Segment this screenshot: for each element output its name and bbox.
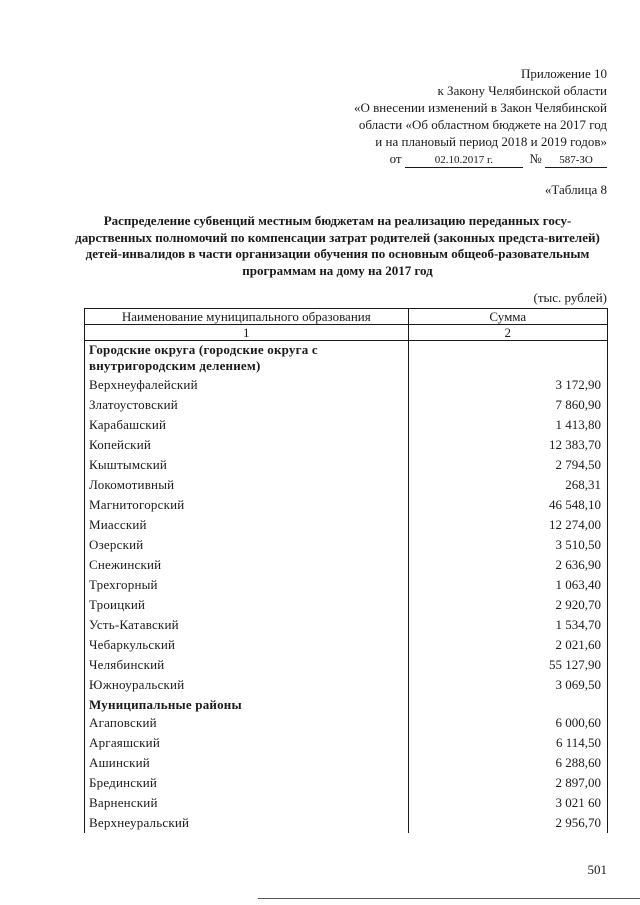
municipality-name: Ашинский	[85, 753, 409, 773]
amount: 6 000,60	[408, 713, 607, 733]
table-row	[85, 575, 608, 595]
law-date-number	[354, 150, 607, 168]
municipality-name: Брединский	[85, 773, 409, 793]
amount: 1 063,40	[408, 575, 607, 595]
table-row	[85, 773, 608, 793]
municipality-name: Агаповский	[85, 713, 409, 733]
law-date: 02.10.2017 г.	[405, 153, 523, 168]
table-row	[85, 435, 608, 455]
amount: 12 274,00	[408, 515, 607, 535]
table-row	[85, 635, 608, 655]
table-row	[85, 655, 608, 675]
appendix-line: Приложение 10	[520, 66, 607, 81]
table-row	[85, 713, 608, 733]
table-row	[85, 415, 608, 435]
group-title: Городские округа (городские округа с внутригородским делением)	[85, 341, 409, 376]
amount: 2 794,50	[408, 455, 607, 475]
amount: 268,31	[408, 475, 607, 495]
amount: 1 534,70	[408, 615, 607, 635]
table-row	[85, 555, 608, 575]
amount: 3 069,50	[408, 675, 607, 695]
appendix-line: области «Об областном бюджете на 2017 год	[358, 117, 607, 132]
municipality-name: Копейский	[85, 435, 409, 455]
table-row	[85, 753, 608, 773]
municipality-name: Верхнеуральский	[85, 813, 409, 833]
municipality-name: Локомотивный	[85, 475, 409, 495]
municipality-name: Варненский	[85, 793, 409, 813]
table-row	[85, 813, 608, 833]
table-row	[85, 793, 608, 813]
municipality-name: Южноуральский	[85, 675, 409, 695]
column-header-name: Наименование муниципального образования	[85, 309, 409, 325]
table-column-number-row	[85, 325, 608, 341]
table-row	[85, 733, 608, 753]
municipality-name: Верхнеуфалейский	[85, 375, 409, 395]
municipality-name: Магнитогорский	[85, 495, 409, 515]
amount: 2 897,00	[408, 773, 607, 793]
municipality-name: Чебаркульский	[85, 635, 409, 655]
group-amount-cell	[408, 695, 607, 713]
municipality-name: Снежинский	[85, 555, 409, 575]
group-amount-cell	[408, 341, 607, 376]
amount: 12 383,70	[408, 435, 607, 455]
column-header-amount: Сумма	[408, 309, 607, 325]
table-row	[85, 515, 608, 535]
table-row	[85, 375, 608, 395]
municipality-name: Аргаяшский	[85, 733, 409, 753]
amount: 2 920,70	[408, 595, 607, 615]
appendix-block	[354, 65, 607, 168]
appendix-line: к Закону Челябинской области	[437, 83, 607, 98]
bottom-rule	[258, 898, 640, 899]
amount: 55 127,90	[408, 655, 607, 675]
number-sign: №	[529, 151, 542, 166]
amount: 3 510,50	[408, 535, 607, 555]
subvention-table	[84, 308, 608, 833]
column-number: 2	[408, 325, 607, 341]
table-row	[85, 395, 608, 415]
units-note: (тыс. рублей)	[533, 290, 607, 305]
amount: 3 172,90	[408, 375, 607, 395]
page-number: 501	[587, 862, 607, 877]
law-number: 587-ЗО	[545, 153, 607, 168]
amount: 7 860,90	[408, 395, 607, 415]
municipality-name: Озерский	[85, 535, 409, 555]
municipality-name: Карабашский	[85, 415, 409, 435]
municipality-name: Троицкий	[85, 595, 409, 615]
table-row	[85, 595, 608, 615]
appendix-line: «О внесении изменений в Закон Челябинской	[353, 100, 607, 115]
amount: 2 021,60	[408, 635, 607, 655]
amount: 46 548,10	[408, 495, 607, 515]
group-row	[85, 341, 608, 376]
municipality-name: Трехгорный	[85, 575, 409, 595]
date-prefix: от	[389, 151, 402, 166]
amount: 6 288,60	[408, 753, 607, 773]
table-row	[85, 495, 608, 515]
column-number: 1	[85, 325, 409, 341]
municipality-name: Кыштымский	[85, 455, 409, 475]
table-row	[85, 475, 608, 495]
group-row	[85, 695, 608, 713]
amount: 6 114,50	[408, 733, 607, 753]
amount: 1 413,80	[408, 415, 607, 435]
table-row	[85, 455, 608, 475]
amount: 2 636,90	[408, 555, 607, 575]
amount: 2 956,70	[408, 813, 607, 833]
table-row	[85, 615, 608, 635]
municipality-name: Златоустовский	[85, 395, 409, 415]
document-heading: Распределение субвенций местным бюджетам на реализацию переданных госу-дарственных полномочий по компенсации затрат родителей (законных предста-вителей) детей-инвалидов в части организации обучения по основным общеоб-разовательным программам на дому на 2017 год	[75, 213, 600, 278]
table-row	[85, 675, 608, 695]
table-label: «Таблица 8	[544, 182, 607, 197]
table-row	[85, 535, 608, 555]
table-header-row	[85, 309, 608, 325]
municipality-name: Миасский	[85, 515, 409, 535]
group-title: Муниципальные районы	[85, 695, 409, 713]
municipality-name: Челябинский	[85, 655, 409, 675]
appendix-line: и на плановый период 2018 и 2019 годов»	[375, 134, 607, 149]
municipality-name: Усть-Катавский	[85, 615, 409, 635]
table-body	[85, 341, 608, 834]
amount: 3 021 60	[408, 793, 607, 813]
